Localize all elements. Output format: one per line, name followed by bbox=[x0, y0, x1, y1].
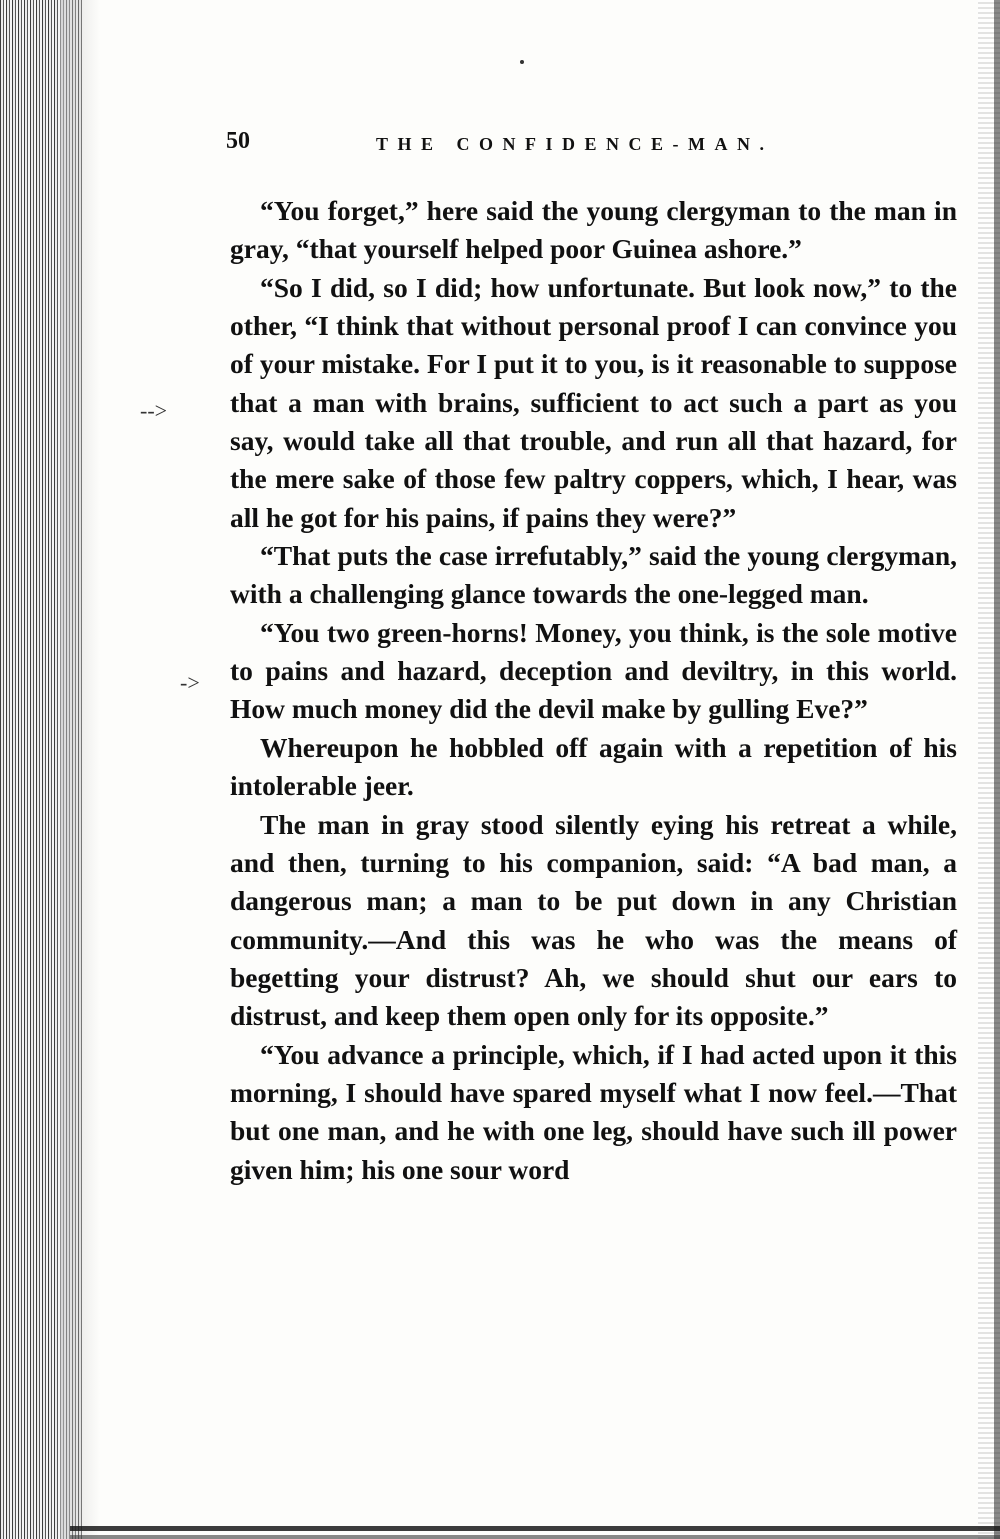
margin-annotation: -> bbox=[180, 670, 200, 695]
speck bbox=[520, 60, 524, 64]
gutter-shadow bbox=[60, 0, 100, 1539]
running-head bbox=[226, 128, 806, 162]
running-title: THE CONFIDENCE-MAN. bbox=[376, 134, 774, 154]
paragraph: “You two green-horns! Money, you think, is the sole motive to pains and hazard, deception and deviltry, in this world. How much money did the devil make by gulling Eve?” bbox=[230, 616, 957, 725]
paragraph: “So I did, so I did; how unfortunate. But look now,” to the other, “I think that without personal proof I can convince you of your mistake. For I put it to you, is it reasonable to suppose that a man with brains, sufficient to act such a part as you say, would take all that trouble, and run all that hazard, for the mere sake of those few paltry coppers, which, I hear, was all he got for his pains, if pains they were?” bbox=[230, 271, 957, 533]
bottom-edge bbox=[70, 1526, 1000, 1531]
page-number: 50 bbox=[226, 128, 250, 154]
paragraph: Whereupon he hobbled off again with a repetition of his intolerable jeer. bbox=[230, 731, 957, 802]
fore-edge-shadow bbox=[994, 0, 1000, 1539]
bottom-edge-shadow bbox=[70, 1535, 1000, 1539]
margin-annotation: --> bbox=[140, 398, 168, 423]
paragraph: “You advance a principle, which, if I had acted upon it this morning, I should have spared myself what I now feel.—That but one man, and he with one leg, should have such ill power given him; his one sour word bbox=[230, 1038, 957, 1185]
paragraph: “You forget,” here said the young clergyman to the man in gray, “that yourself helped poor Guinea ashore.” bbox=[230, 195, 957, 265]
paragraph: The man in gray stood silently eying his retreat a while, and then, turning to his companion, said: “A bad man, a dangerous man; a man to be put down in any Christian community.—And this was he who was the means of begetting your distrust? Ah, we should shut our ears to distrust, and keep them open only for its opposite.” bbox=[230, 808, 957, 1032]
paragraph: “That puts the case irrefutably,” said the young clergyman, with a challenging glance towards the one-legged man. bbox=[230, 540, 957, 610]
body-text bbox=[230, 192, 957, 1189]
